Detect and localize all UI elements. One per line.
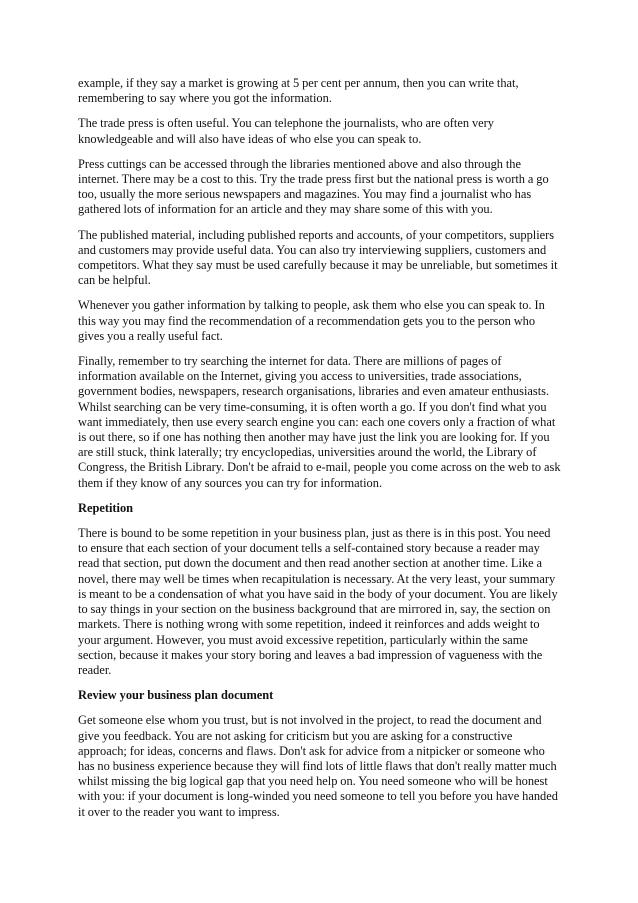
section-heading: Repetition xyxy=(78,500,134,515)
section-heading: Review your business plan document xyxy=(78,688,274,703)
paragraph: There is bound to be some repetition in your business plan, just as there is in this post. You need to ensure that each section of your document tells a self-contained story because a reader may read that section, put down the document and then read another section at another time. Like a novel, there may well be times when recapitulation is necessary. At the very least, your summary is meant to be a condensation of what you have said in the body of your document. You are likely to say things in your section on the business background that are mirrored in, say, the section on markets. There is nothing wrong with some repetition, indeed it reinforces and adds weight to your argument. However, you must avoid excessive repetition, particularly within the same section, because it makes your story boring and leaves a bad impression of vagueness with the reader. xyxy=(78,526,558,677)
paragraph: example, if they say a market is growing at 5 per cent per annum, then you can write that, remembering to say where you got the information. xyxy=(78,76,519,106)
paragraph: Whenever you gather information by talking to people, ask them who else you can speak to. In this way you may find the recommendation of a recommendation gets you to the person who gives you a really useful fact. xyxy=(78,298,545,343)
paragraph: Get someone else whom you trust, but is not involved in the project, to read the document and give you feedback. You are not asking for criticism but you are asking for a constructive approach; for ideas, concerns and flaws. Don't ask for advice from a nitpicker or someone who has no business experience because they will find lots of little flaws that don't really matter much whilst missing the big logical gap that you need help on. You need someone who will be honest with you: if your document is long-winded you need someone to tell you before you have handed it over to the reader you want to impress. xyxy=(78,713,558,819)
document-page xyxy=(78,76,562,830)
paragraph: Press cuttings can be accessed through the libraries mentioned above and also through the internet. There may be a cost to this. Try the trade press first but the national press is worth a go too, usually the more serious newspapers and magazines. You may find a journalist who has gathered lots of information for an article and they may share some of this with you. xyxy=(78,156,549,217)
paragraph: The trade press is often useful. You can telephone the journalists, who are often very knowledgeable and will also have ideas of who else you can speak to. xyxy=(78,116,494,146)
paragraph: Finally, remember to try searching the internet for data. There are millions of pages of information available on the Internet, giving you access to universities, trade associations, government bodies, newspapers, research organisations, libraries and even amateur enthusiasts. Whilst searching can be very time-consuming, it is often worth a go. If you don't find what you want immediately, then use every search engine you can: each one covers only a fraction of what is out there, so if one has nothing then another may have just the link you are looking for. If you are still stuck, think laterally; try encyclopedias, universities around the world, the Library of Congress, the British Library. Don't be afraid to e-mail, people you come across on the web to ask them if they know of any sources you can try for information. xyxy=(78,354,561,490)
paragraph: The published material, including published reports and accounts, of your competitors, suppliers and customers may provide useful data. You can also try interviewing suppliers, customers and competitors. What they say must be used carefully because it may be unreliable, but sometimes it can be helpful. xyxy=(78,227,558,288)
